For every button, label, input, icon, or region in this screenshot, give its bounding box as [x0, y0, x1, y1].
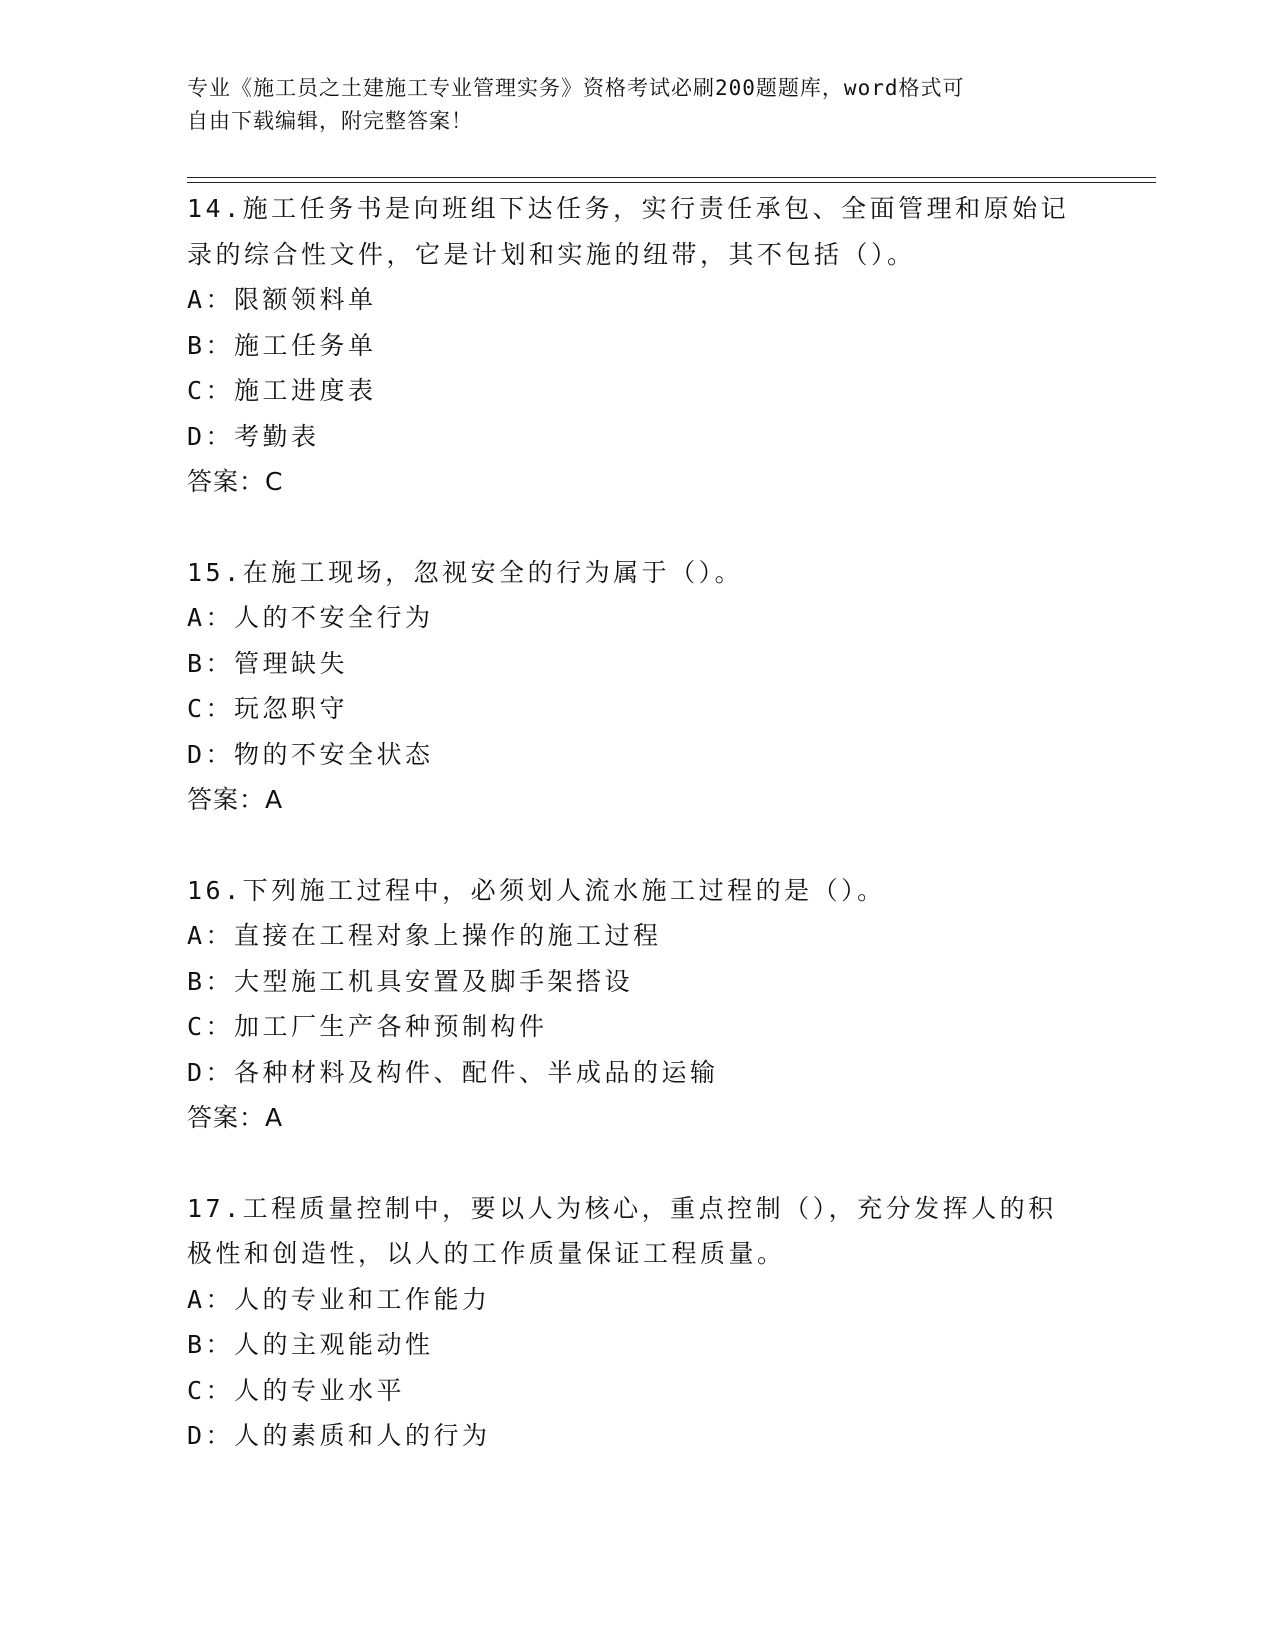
option-d: D：各种材料及构件、配件、半成品的运输: [187, 1057, 719, 1087]
question-stem: 15.在施工现场，忽视安全的行为属于（）。: [187, 557, 744, 587]
header-line-1: 专业《施工员之土建施工专业管理实务》资格考试必刷200题题库，word格式可: [187, 76, 965, 100]
option-a: A：人的专业和工作能力: [187, 1284, 491, 1314]
question-14: [187, 186, 1087, 505]
header-divider-bottom: [187, 182, 1156, 183]
option-c: C：玩忽职守: [187, 694, 349, 723]
question-list: [187, 186, 1087, 1504]
option-b: B：人的主观能动性: [187, 1330, 434, 1359]
option-a: A：人的不安全行为: [187, 603, 434, 632]
document-header: [187, 72, 1067, 138]
option-b: B：管理缺失: [187, 648, 349, 678]
option-c: C：施工进度表: [187, 376, 377, 405]
question-stem: 14.施工任务书是向班组下达任务，实行责任承包、全面管理和原始记录的综合性文件，它是计划和实施的纽带，其不包括（）。: [187, 194, 1070, 269]
option-a: A：直接在工程对象上操作的施工过程: [187, 921, 662, 950]
question-stem: 16.下列施工过程中，必须划人流水施工过程的是（）。: [187, 875, 886, 905]
answer-line: 答案：A: [187, 785, 284, 814]
option-d: D：人的素质和人的行为: [187, 1421, 491, 1450]
header-line-2: 自由下载编辑，附完整答案！: [187, 109, 473, 133]
option-d: D：物的不安全状态: [187, 739, 434, 769]
question-15: [187, 550, 1087, 823]
answer-line: 答案：C: [187, 467, 284, 496]
option-b: B：施工任务单: [187, 330, 377, 360]
question-16: [187, 868, 1087, 1141]
question-17: [187, 1186, 1087, 1459]
option-c: C：加工厂生产各种预制构件: [187, 1012, 548, 1041]
option-a: A：限额领料单: [187, 285, 377, 314]
header-divider-top: [187, 177, 1156, 178]
option-b: B：大型施工机具安置及脚手架搭设: [187, 966, 634, 996]
answer-line: 答案：A: [187, 1103, 284, 1132]
question-stem: 17.工程质量控制中，要以人为核心，重点控制（），充分发挥人的积极性和创造性，以人的工作质量保证工程质量。: [187, 1193, 1057, 1268]
option-d: D：考勤表: [187, 421, 320, 451]
option-c: C：人的专业水平: [187, 1375, 406, 1405]
